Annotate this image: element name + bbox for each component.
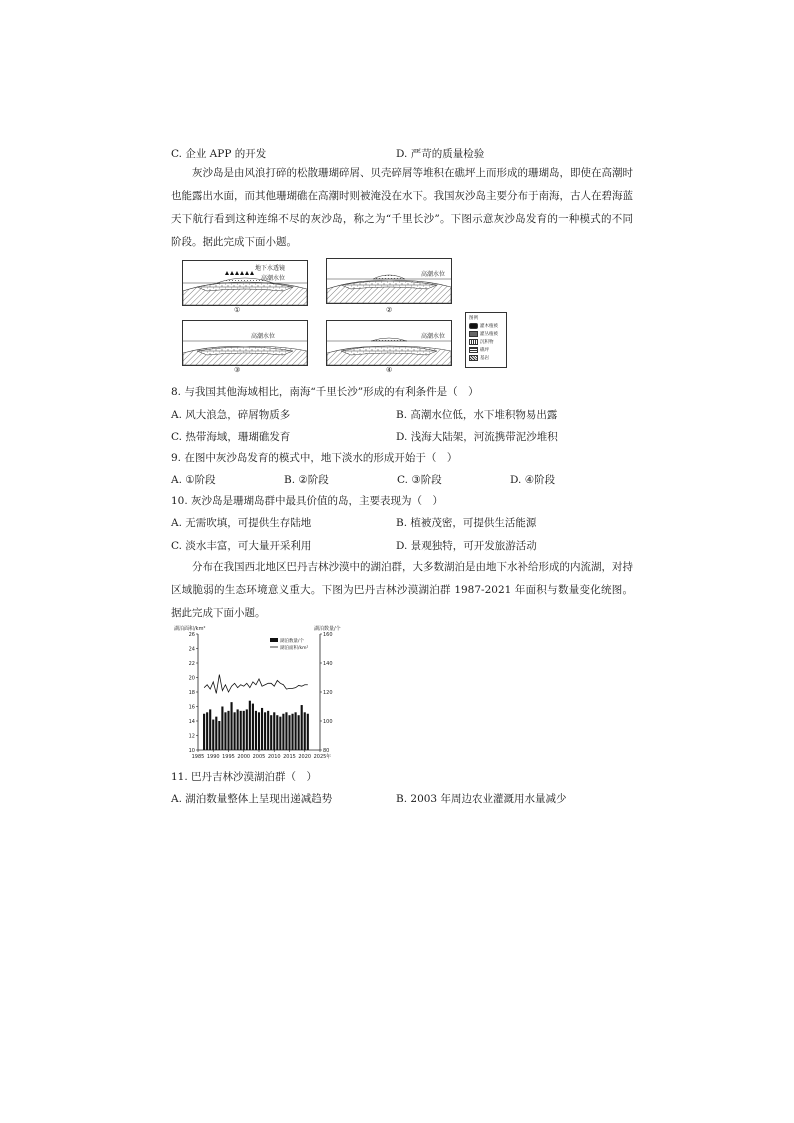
right-tick-label: 120	[323, 690, 333, 696]
diagram-legend	[465, 312, 507, 368]
right-tick-label: 80	[323, 748, 330, 754]
q10-option-b: B. 植被茂密，可提供生活能源	[396, 517, 537, 529]
right-tick-label: 160	[323, 632, 333, 638]
stage-4-panel	[326, 320, 452, 366]
count-bar	[206, 712, 208, 750]
stage-2-panel	[326, 258, 452, 304]
legend-line-label: 湖泊面积/km²	[280, 646, 309, 651]
groundwater-lens-label: 地下水透镜	[255, 265, 286, 272]
legend-title: 图例	[469, 316, 478, 321]
count-bar	[212, 720, 214, 750]
q9-option-a: A. ①阶段	[171, 474, 216, 486]
count-bar	[295, 712, 297, 750]
left-tick-label: 14	[188, 719, 195, 725]
count-bar	[224, 712, 226, 750]
x-axis-label: 年	[326, 754, 332, 760]
count-bar	[291, 714, 293, 750]
q11-option-a: A. 湖泊数量整体上呈现出递减趋势	[171, 793, 333, 805]
count-bar	[209, 709, 211, 750]
x-tick-label: 2000	[237, 754, 251, 760]
question-8-stem: 8. 与我国其他海域相比，南海“千里长沙”形成的有利条件是（ ）	[171, 386, 479, 398]
q9-option-d: D. ④阶段	[510, 474, 556, 486]
x-tick-label: 1995	[222, 754, 235, 760]
count-bar	[240, 711, 242, 750]
stage-4-caption: ④	[386, 366, 393, 374]
left-tick-label: 26	[188, 632, 195, 638]
prev-option-d: D. 严苛的质量检验	[396, 148, 485, 160]
count-bar	[230, 702, 232, 750]
legend-item: 沉积物	[469, 339, 494, 345]
x-tick-label: 1985	[191, 754, 205, 760]
question-11-stem: 11. 巴丹吉林沙漠湖泊群（ ）	[171, 771, 318, 783]
question-9-stem: 9. 在图中灰沙岛发育的模式中，地下淡水的形成开始于（ ）	[171, 452, 458, 464]
x-tick-label: 2005	[252, 754, 266, 760]
count-bar	[304, 712, 306, 750]
x-tick-label: 2020	[298, 754, 312, 760]
right-axis-label: 湖泊数量/个	[314, 626, 341, 632]
left-tick-label: 18	[188, 690, 195, 696]
legend-bar-swatch	[270, 638, 278, 642]
stage-3-panel	[182, 320, 308, 366]
count-bar	[252, 704, 254, 750]
q8-option-c: C. 热带海域，珊瑚礁发育	[171, 431, 291, 443]
count-bar	[276, 715, 278, 750]
q8-option-b: B. 高潮水位低，水下堆积物易出露	[396, 409, 558, 421]
count-bar	[221, 707, 223, 751]
count-bar	[264, 712, 266, 750]
left-axis-label: 湖泊面积/km²	[174, 626, 206, 632]
x-tick-label: 2025	[313, 754, 327, 760]
x-tick-label: 2010	[267, 754, 281, 760]
q8-option-a: A. 风大浪急，碎屑物质多	[171, 409, 291, 421]
count-bar	[243, 711, 245, 750]
left-tick-label: 12	[188, 733, 195, 740]
left-tick-label: 20	[188, 675, 195, 682]
q10-option-d: D. 景观独特，可开发旅游活动	[396, 540, 537, 552]
count-bar	[273, 712, 275, 750]
count-bar	[215, 717, 217, 750]
count-bar	[267, 711, 269, 750]
count-bar	[307, 714, 309, 750]
count-bar	[270, 715, 272, 750]
legend-item: 灌丛植被	[469, 331, 498, 337]
left-tick-label: 10	[188, 748, 195, 754]
count-bar	[288, 715, 290, 750]
count-bar	[298, 715, 300, 750]
count-bar	[227, 711, 229, 750]
lake-chart-svg	[172, 622, 402, 764]
high-tide-label-3: 高潮水位	[251, 333, 276, 340]
count-bar	[218, 721, 220, 750]
left-tick-label: 22	[188, 661, 195, 667]
count-bar	[255, 711, 257, 750]
q10-option-c: C. 淡水丰富，可大量开采利用	[171, 540, 312, 552]
high-tide-label-4: 高潮水位	[421, 333, 446, 340]
area-line	[204, 675, 308, 694]
x-tick-label: 1990	[206, 754, 220, 760]
count-bar	[279, 717, 281, 750]
q9-option-b: B. ②阶段	[284, 474, 329, 486]
count-bar	[301, 705, 303, 750]
count-bar	[285, 712, 287, 750]
legend-item: 灌木植被	[469, 323, 498, 329]
high-tide-label-2: 高潮水位	[421, 271, 446, 278]
count-bar	[249, 701, 251, 750]
count-bar	[237, 709, 239, 750]
passage-coral-island: 灰沙岛是由风浪打碎的松散珊瑚碎屑、贝壳碎屑等堆积在礁坪上而形成的珊瑚岛，即使在高潮时也能露出水面，而其他珊瑚礁在高潮时则被淹没在水下。我国灰沙岛主要分布于南海，古人在碧海蓝天下航行看到这种连绵不尽的灰沙岛，称之为“千里长沙”。下图示意灰沙岛发育的一种模式的不同阶段。据此完成下面小题。	[171, 167, 633, 248]
count-bar	[203, 714, 205, 750]
right-tick-label: 140	[323, 661, 333, 667]
legend-item: 基岩	[469, 355, 489, 361]
q9-option-c: C. ③阶段	[397, 474, 442, 486]
right-tick-label: 100	[323, 719, 333, 725]
left-tick-label: 16	[188, 704, 195, 711]
stage-1-caption: ①	[234, 306, 241, 314]
q10-option-a: A. 无需吹填，可提供生存陆地	[171, 517, 312, 529]
left-tick-label: 24	[188, 646, 195, 653]
legend-bar-label: 湖泊数量/个	[280, 639, 305, 644]
q8-option-d: D. 浅海大陆架，河流携带泥沙堆积	[396, 431, 558, 443]
stage-2-caption: ②	[386, 306, 393, 314]
count-bar	[234, 712, 236, 750]
prev-option-c: C. 企业 APP 的开发	[171, 148, 267, 160]
question-10-stem: 10. 灰沙岛是珊瑚岛群中最具价值的岛，主要表现为（ ）	[171, 495, 444, 507]
lake-chart	[172, 622, 402, 764]
high-tide-label-1: 高潮水位	[261, 275, 286, 282]
q11-option-b: B. 2003 年周边农业灌溉用水量减少	[396, 793, 567, 805]
legend-item: 礁坪	[469, 347, 489, 353]
count-bar	[282, 714, 284, 750]
x-tick-label: 2015	[283, 754, 296, 760]
stage-3-caption: ③	[234, 366, 241, 374]
passage-badain-jaran: 分布在我国西北地区巴丹吉林沙漠中的湖泊群，大多数湖泊是由地下水补给形成的内流湖，对持区域脆弱的生态环境意义重大。下图为巴丹吉林沙漠湖泊群 1987-2021 年面积与数量变化统图。据此完成下面小题。	[171, 561, 633, 619]
count-bar	[258, 712, 260, 750]
count-bar	[246, 709, 248, 750]
stage-1-panel	[182, 260, 308, 306]
count-bar	[261, 708, 263, 750]
